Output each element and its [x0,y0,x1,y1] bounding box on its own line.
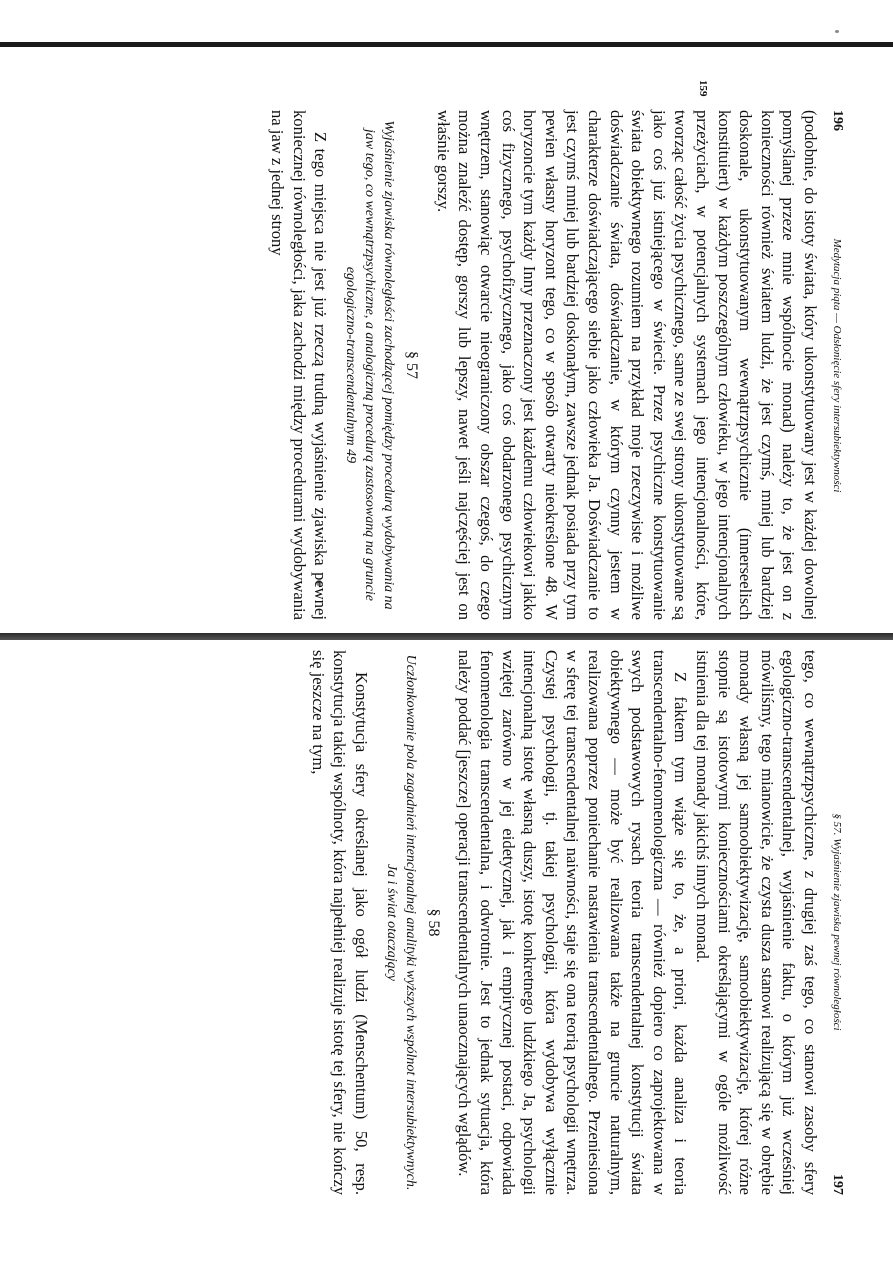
section-number: § 57 [403,351,421,379]
page-header [829,110,845,620]
page-number: 197 [830,1173,845,1195]
running-head: Medytacja piąta — Odsłonięcie sfery intersubiektywności [831,238,843,493]
paragraph: Konstytucja sfery określanej jako ogół ludzi (Menschentum) 50, resp. konstytucja takiej wspólnoty, która najpełniej realizuje istotę tej sfery, nie kończy się jeszcze na tym, [308,650,371,1195]
paragraph: Z tego miejsca nie jest już rzeczą trudną wyjaśnienie zjawiska pewnej koniecznej równoległości, jaka zachodzi między procedurami wydobywania na jaw z jednej strony [268,110,331,620]
page-197 [70,650,845,1195]
section-heading [382,650,442,1195]
section-heading [341,110,420,620]
running-head: § 57. Wyjaśnienie zjawiska pewnej równoległości [831,813,843,1031]
scan-edge-top [0,42,893,47]
scan-speck [835,30,839,33]
page-number: 196 [830,110,845,131]
paragraph: (podobnie, do istoty świata, który ukonstytuowany jest w każdej dowolnej pomyślanej przeze mnie wspólnocie monad) należy to, że jest on z konieczności również światem ludzi, że jest czymś, mniej lub bardziej doskonale, ukonstytuowanym wewnątrzpsychicznie (innerseelisch konstituiert) w każdym poszczególnym człowieku, w jego intencjonalnych przeżyciach, w potencjalnych systemach jego intencjonalności, które, tworząc całość życia psychicznego, same ze swej strony ukonstytuowane są jako coś już istniejącego w świecie. Przez psychiczne konstytuowanie świata obiektywnego rozumiem na przykład moje rzeczywiste i możliwe doświadczanie świata, doświadczanie, w którym czynny jestem w charakterze doświadczającego siebie jako człowieka Ja. Doświadczanie to jest czymś mniej lub bardziej doskonałym, zawsze jednak posiada przy tym pewien własny horyzont tego, co w sposób otwarty nieokreślone 48. W horyzoncie tym każdy Inny przeznaczony jest każdemu człowiekowi jakko coś fizycznego, psychofizycznego, jako coś obdarzonego psychicznym wnętrzem, stanowiąc otwarcie nieograniczony obszar czegoś, do czego można znaleźć dostęp, gorszy lub lepszy, nawet jeśli najczęściej jest on właśnie gorszy. [433,110,820,620]
scan-gutter [0,633,893,640]
paragraph: tego, co wewnątrzpsychiczne, z drugiej zaś tego, co stanowi zasoby sfery egologiczno-transcendentalnej, wyjaśnienie faktu, o którym już wcześniej mówiliśmy, tego mianowicie, że czysta dusza stanowi realizującą się w obrębie monady własną jej samoobiektywizację, samoobiektywizację, której różne stopnie są istotowymi koniecznościami określającymi w ogóle możliwość istnienia dla tej monady jakichś innych monad. [693,650,820,1195]
paragraph: Z faktem tym wiąże się to, że, a priori, każda analiza i teoria transcendentalno-fenomenologiczna — również dopiero co zaprojektowana w swych podstawowych rysach teoria transcendentalnej konstytucji świata obiektywnego — może być realizowana także na gruncie naturalnym, realizowana poprzez poniechanie nastawienia transcendentalnego. Przeniesiona w sferę tej transcendentalnej naiwności, staje się ona teorią psychologii wnętrza. Czystej psychologii, tj. takiej psychologii, która wydobywa wyłącznie intencjonalną istotę własną duszy, istotę konkretnego ludzkiego Ja, psychologii wziętej zarówno w jej eidetycznej, jak i empirycznej postaci, odpowiada fenomenologia transcendentalna, i odwrotnie. Jest to jednak sytuacja, która należy poddać [jeszcze] operacji transcendentalnych unaocznających wglądów. [455,650,691,1195]
section-title: Wyjaśnienie zjawiska równoległości zachodzącej pomiędzy procedurą wydobywania na jaw tego, co wewnątrzpsychiczne, a analogiczną procedurą zastosowaną na gruncie egologiczno-transcendentalnym 49 [343,120,397,610]
page-196 [70,80,845,620]
section-title: Uczłonkowanie pola zagadnień intencjonalnej analityki wyższych wspólnot intersubiektywnych. Ja i świat otaczający [383,654,418,1191]
section-number: § 58 [424,908,442,937]
page-header [829,650,845,1195]
margin-number: 159 [697,80,709,97]
